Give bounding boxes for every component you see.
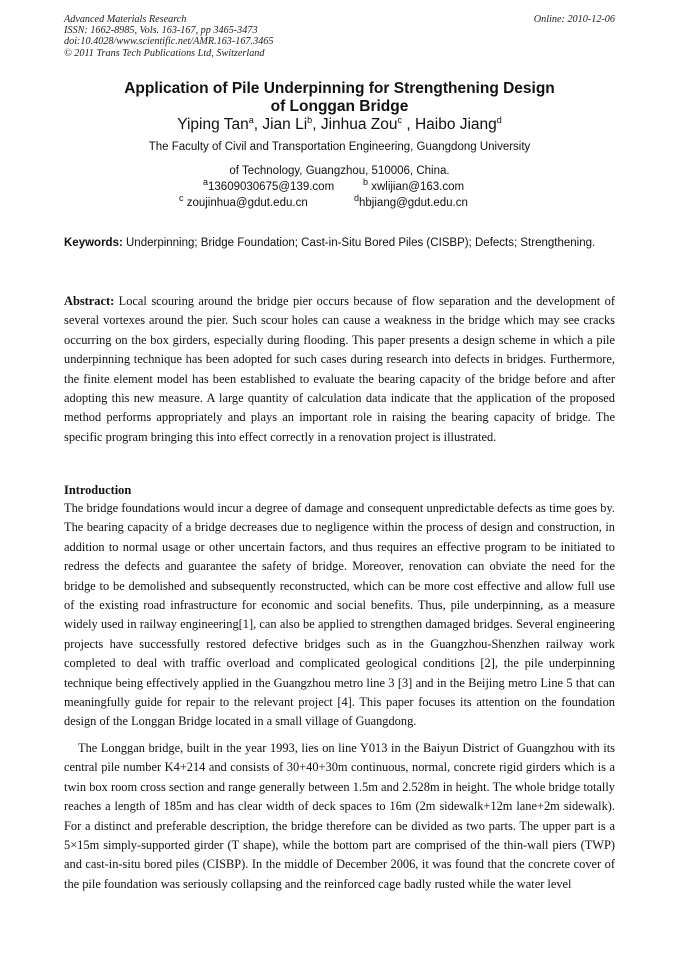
introduction-paragraph-1 <box>64 499 615 732</box>
email-mark: a <box>203 177 209 188</box>
email-text: hbjiang@gdut.edu.cn <box>359 197 468 209</box>
copyright-line: © 2011 Trans Tech Publications Ltd, Switzerland <box>64 47 265 59</box>
affiliation-line-1: The Faculty of Civil and Transportation Engineering, Guangdong University <box>148 141 531 153</box>
email-mark: c <box>179 193 184 204</box>
email-a[interactable] <box>203 177 335 194</box>
affiliation-line-2: of Technology, Guangzhou, 510006, China. <box>229 165 450 177</box>
paragraph-text: The bridge foundations would incur a degree of damage and consequent unpredictable defects as time goes by. The bearing capacity of a bridge decreases due to negligence within the process of design and construction, in addition to normal usage or other uncertain factors, and thus requires an effective program to be initiated to redress the defects and guarantee the safety of bridge. Moreover, renovation can obviate the need for the bridge to be demolished and subsequently reconstructed, which can be more cost effective and allow full use of the existing road infrastructure for economic and social benefits. Thus, pile underpinning, as a measure widely used in railway engineering[1], can also be applied to strengthen damaged bridges. Several engineering projects have successfully restored defective bridges such as in the Guangzhou-Shenzhen railway work completed to deal with traffic overload and complicated geological conditions [2], the pile underpinning technique being effectively applied in the Guangzhou metro line 3 [3] and in the Beijing metro Line 5 that can meaningfully guide for repair to the relevant project [4]. This paper focuses its attention on the foundation design of the Longgan Bridge located in a small village of Guangdong. <box>64 501 615 729</box>
email-text: 13609030675@139.com <box>208 181 335 193</box>
email-mark: d <box>354 193 360 204</box>
title-line-1: Application of Pile Underpinning for Strengthening Design <box>124 80 555 97</box>
author-affil-mark: d <box>496 114 502 125</box>
online-date: Online: 2010-12-06 <box>533 14 615 25</box>
author-affil-mark: a <box>248 114 254 125</box>
title-line-2: of Longgan Bridge <box>270 98 409 115</box>
keywords-label: Keywords: <box>64 237 123 249</box>
author-list <box>64 116 615 134</box>
introduction-paragraph-2 <box>64 739 615 894</box>
paragraph-text: The Longgan bridge, built in the year 1993, lies on line Y013 in the Baiyun District of Guangzhou with its central pile number K4+214 and consists of 30+40+30m continuous, normal, concrete rigid girders which is a twin box room cross section and range generally between 1.5m and 2.528m in height. The whole bridge totally reaches a length of 185m and has clear width of deck spaces to 16m (2m sidewalk+12m lane+2m sidewalk). For a distinct and preferable description, the bridge therefore can be divided as two parts. The upper part is a 5×15m simply-supported girder (T shape), while the bottom part are comprised of the thin-wall piers (TWP) and cast-in-situ bored piles (CISBP). In the middle of December 2006, it was found that the concrete cover of the pile foundation was seriously collapsing and the reinforced cage badly rusted while the water level <box>64 741 615 891</box>
email-b[interactable] <box>363 177 465 194</box>
author-name: Haibo Jiang <box>414 116 497 133</box>
author-separator: , <box>312 116 321 133</box>
journal-name: Advanced Materials Research <box>64 14 187 25</box>
author-name: Jinhua Zou <box>320 116 398 133</box>
introduction-heading: Introduction <box>64 483 132 497</box>
author-separator: , <box>402 116 415 133</box>
doi-line: doi:10.4028/www.scientific.net/AMR.163-167.3465 <box>64 36 274 48</box>
author-affil-mark: c <box>397 114 403 125</box>
author-name: Yiping Tan <box>177 116 249 133</box>
email-mark: b <box>363 177 369 188</box>
issn-line: ISSN: 1662-8985, Vols. 163-167, pp 3465-3473 <box>64 25 258 37</box>
email-c[interactable] <box>179 193 308 210</box>
keywords-text: Underpinning; Bridge Foundation; Cast-in-Situ Bored Piles (CISBP); Defects; Strengthening. <box>122 237 596 249</box>
author-affil-mark: b <box>307 114 313 125</box>
abstract-text: Local scouring around the bridge pier occurs because of flow separation and the development of several vortexes around the pier. Such scour holes can cause a weakness in the bridge which may see cracks occurring on the box girders, especially during flooding. This paper presents a design scheme in which a pile underpinning technique has been adopted for such cases during research into defects in bridges. Furthermore, the finite element model has been established to evaluate the bearing capacity of the bridge before and after adopting this new measure. A large quantity of calculation data indicate that the application of the proposed method performs appropriately and plays an important role in raising the bearing capacity of bridge. The specific program bringing this into effect correctly in a renovation project is illustrated. <box>64 294 615 444</box>
email-d[interactable] <box>354 193 468 210</box>
journal-header <box>64 14 615 59</box>
email-text: xwlijian@163.com <box>368 181 465 193</box>
email-text: zoujinhua@gdut.edu.cn <box>183 197 308 209</box>
author-separator: , <box>253 116 263 133</box>
abstract-section <box>64 292 615 447</box>
keywords-section <box>64 234 615 253</box>
paper-title <box>64 80 615 116</box>
author-name: Jian Li <box>262 116 308 133</box>
abstract-label: Abstract: <box>64 294 115 308</box>
